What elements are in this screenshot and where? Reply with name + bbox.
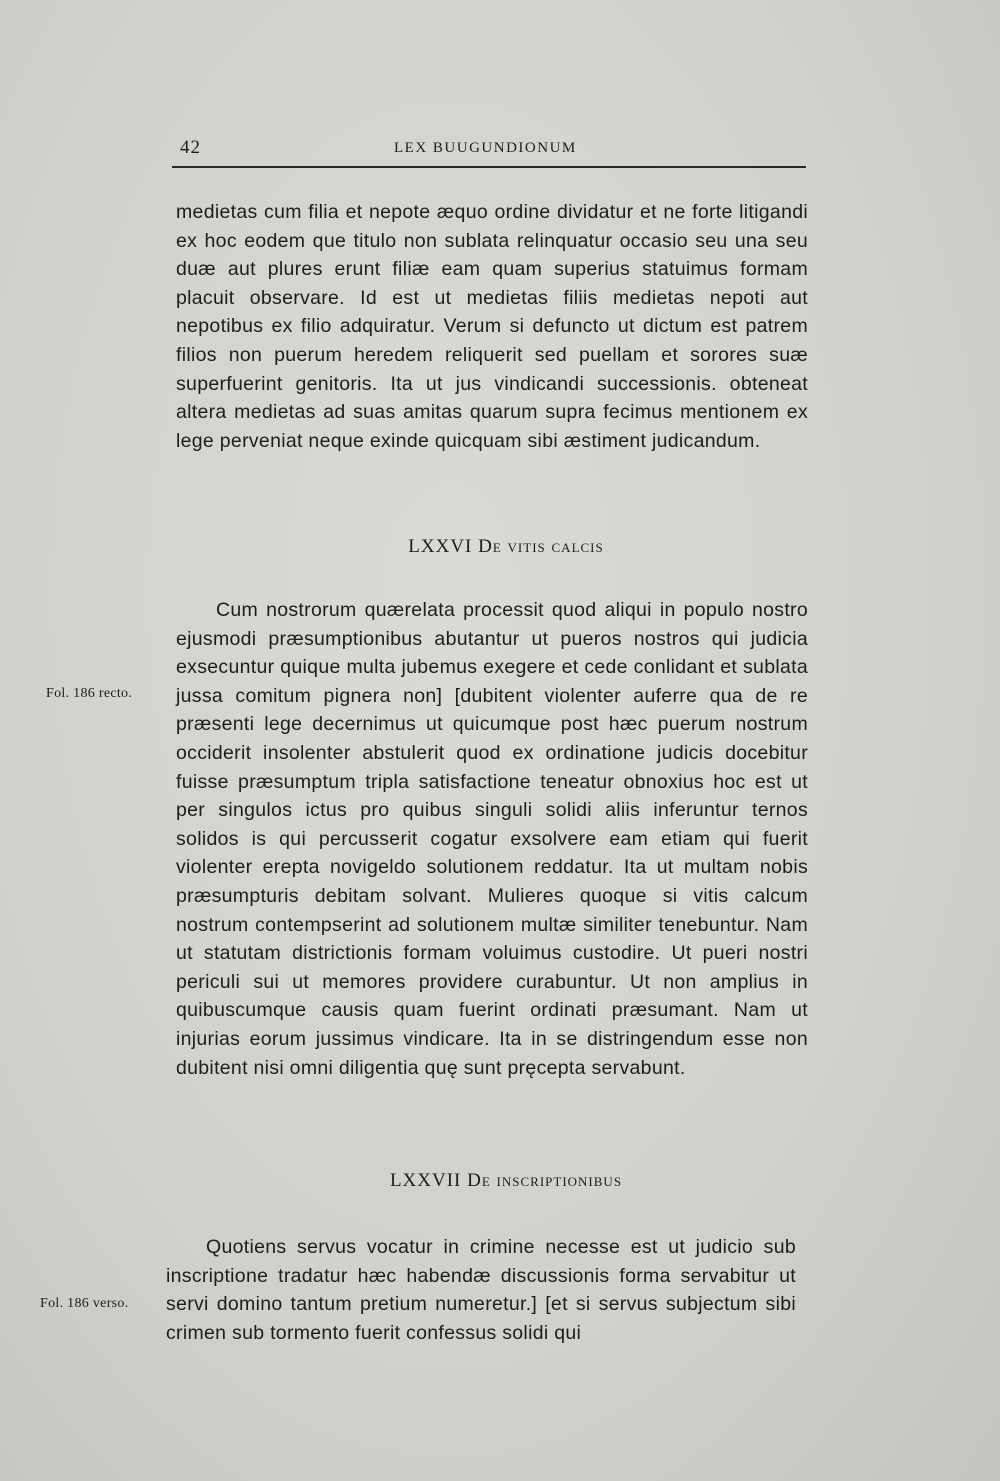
section-paragraph-lxxvi: Cum nostrorum quærelata processit quod aliqui in populo nostro ejusmodi præsumptionibus abutantur ut pueros nostros qui judicia exsecuntur quique multa jubemus exegere et cede conlidant et sublata jussa comitum pignera non] [dubitent violenter auferre qua de re præsenti lege decernimus ut quicumque post hæc puerum nostrum occiderit insolenter abstulerit quod ex ordinatione judicis docebitur fuisse præsumptum tripla satisfactione teneatur obnoxius hoc est ut per singulos ictus pro quibus singuli solidi aliis inferuntur ternos solidos is qui percusserit cogatur exsolvere eam etiam qui fuerit violenter erepta novigeldo solutionem reddatur. Ita ut multam nobis præsumpturis debitam solvant. Mulieres quoque si vitis calcum nostrum contempserint ad solutionem multæ similiter tenebuntur. Nam ut statutam districtionis formam voluimus custodire. Ut pueri nostri periculi sui ut memores providere curabuntur. Ut non amplius in quibuscumque causis quam fuerint ordinati præsumant. Nam ut injurias eorum jussimus vindicare. Ita in se distringendum esse non dubitent nisi omni diligentia quę sunt pręcepta servabunt. (176, 599, 808, 1079)
section-title: De vitis calcis (478, 536, 604, 557)
header-rule (172, 166, 806, 168)
section-number: LXXVII (389, 1170, 462, 1191)
section-paragraph-lxxvii: Quotiens servus vocatur in crimine necesse est ut judicio sub inscriptione tradatur hæc habendæ discussionis forma servabitur ut servi domino tantum pretium numeretur.] [et si servus subjectum sibi crimen sub tormento fuerit confessus solidi qui (166, 1236, 796, 1344)
section-heading-lxxvii (186, 1170, 826, 1192)
section-title: De inscriptionibus (467, 1170, 623, 1191)
running-title: LEX BUUGUNDIONUM (394, 140, 577, 156)
section-heading-lxxvi (186, 536, 826, 558)
page-number: 42 (180, 137, 201, 158)
section-number: LXXVI (408, 536, 473, 557)
continuation-paragraph: medietas cum filia et nepote æquo ordine dividatur et ne forte litigandi ex hoc eodem que titulo non sublata relinquatur occasio seu una seu duæ aut plures erunt filiæ eam quam superius statuimus formam placuit observare. Id est ut medietas filiis medietas nepoti aut nepotibus ex filio adquiratur. Verum si defuncto ut dictum est patrem filios non puerum heredem reliquerit sed puellam et sorores suæ superfuerint genitoris. Ita ut jus vindicandi successionis. obteneat altera medietas ad suas amitas quarum supra fecimus mentionem ex lege perveniat neque exinde quicquam sibi æstiment judicandum. (176, 201, 808, 452)
margin-note-verso: Fol. 186 verso. (40, 1296, 129, 1311)
margin-note-recto: Fol. 186 recto. (46, 686, 133, 701)
running-header (172, 133, 806, 173)
